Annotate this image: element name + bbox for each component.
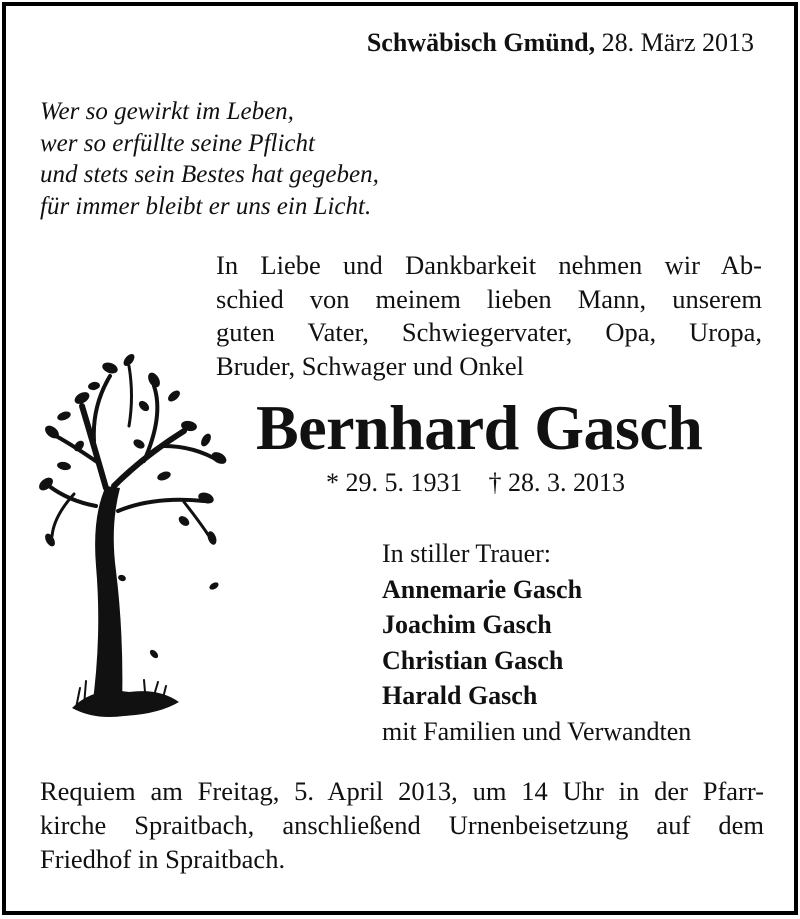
deceased-name: Bernhard Gasch xyxy=(256,392,703,463)
farewell-line: Bruder, Schwager und Onkel xyxy=(216,350,525,381)
mourners-closing: mit Familien und Verwandten xyxy=(382,716,692,746)
dateline-date: 28. März 2013 xyxy=(601,28,754,57)
poem-line: und stets sein Bestes hat gegeben, xyxy=(40,161,379,188)
requiem-line: kirche Spraitbach, anschließend Urnenbeisetzung auf dem xyxy=(40,810,764,840)
mourner-name: Christian Gasch xyxy=(382,645,564,675)
requiem-line: Requiem am Freitag, 5. April 2013, um 14 Uhr in der Pfarr- xyxy=(40,776,764,806)
poem-line: Wer so gewirkt im Leben, xyxy=(40,98,294,125)
poem-line: für immer bleibt er uns ein Licht. xyxy=(40,192,372,220)
mourner-name: Harald Gasch xyxy=(382,681,538,710)
memorial-poem xyxy=(40,96,379,222)
dateline xyxy=(367,28,754,58)
farewell-line: schied von meinem lieben Mann, unserem xyxy=(216,283,762,314)
birth-date: * 29. 5. 1931 xyxy=(326,468,463,497)
mourners-block xyxy=(382,536,691,749)
death-date: † 28. 3. 2013 xyxy=(488,468,625,497)
farewell-line: guten Vater, Schwiegervater, Opa, Uropa, xyxy=(216,317,762,347)
mourner-name: Joachim Gasch xyxy=(382,610,552,639)
life-dates xyxy=(326,468,625,498)
requiem-info xyxy=(40,774,764,876)
dateline-place: Schwäbisch Gmünd, xyxy=(366,28,596,57)
poem-line: wer so erfüllte seine Pflicht xyxy=(40,129,315,157)
farewell-text xyxy=(216,249,762,383)
farewell-line: In Liebe und Dankbarkeit nehmen wir Ab- xyxy=(216,250,762,280)
tree-icon xyxy=(34,336,234,746)
mourner-name: Annemarie Gasch xyxy=(382,574,583,604)
obituary-notice xyxy=(2,2,798,915)
requiem-line: Friedhof in Spraitbach. xyxy=(40,844,286,874)
mourners-heading: In stiller Trauer: xyxy=(382,539,551,568)
